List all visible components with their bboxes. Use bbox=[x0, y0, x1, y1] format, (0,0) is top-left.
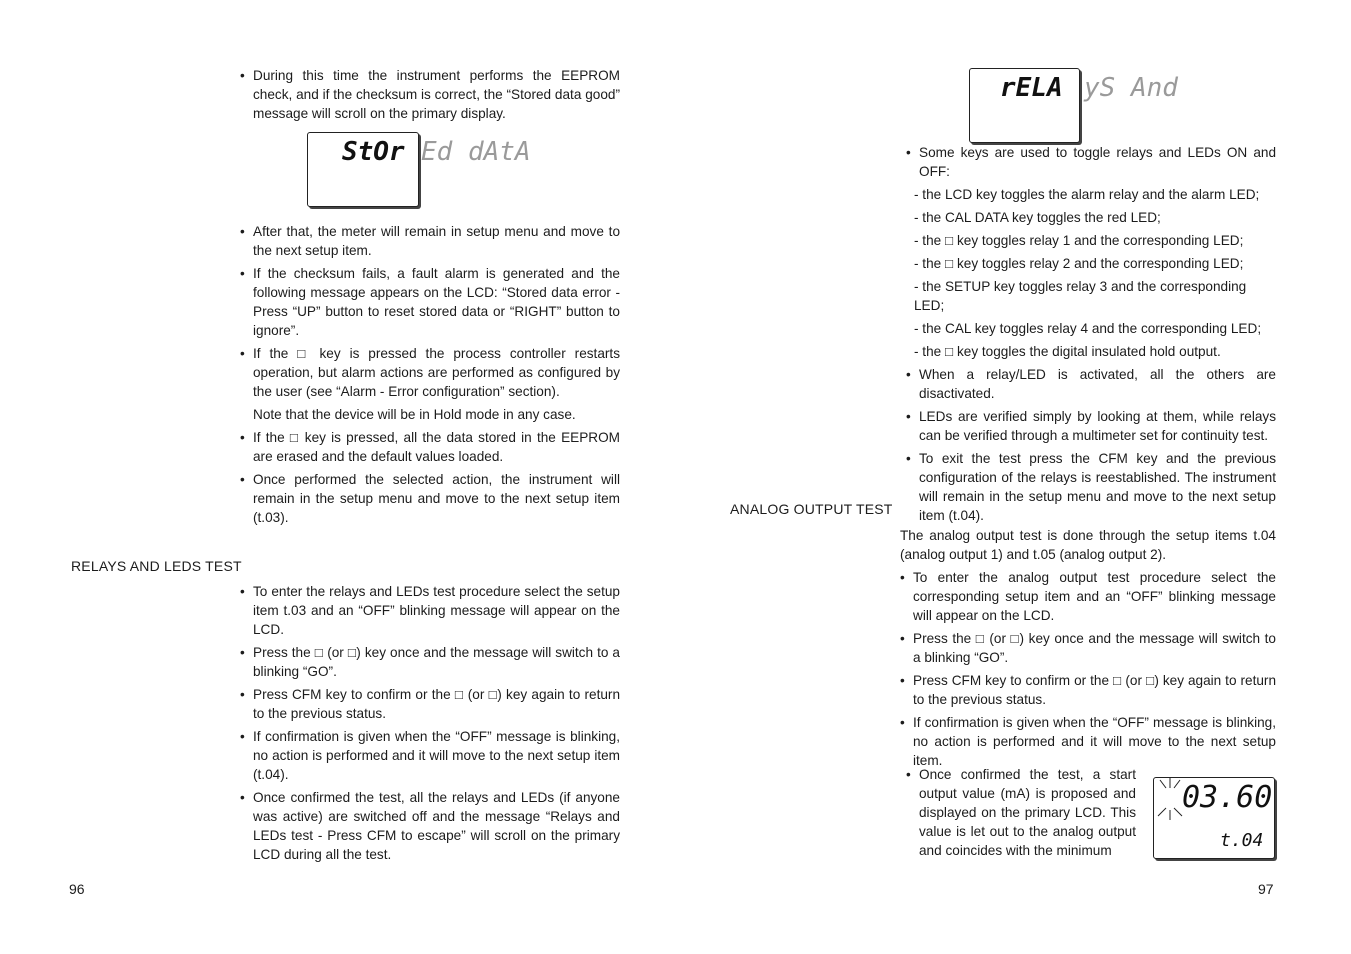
analog-section bbox=[900, 526, 1276, 774]
intro-bullet: • During this time the instrument performs the EEPROM check, and if the checksum is correct, the “Stored data good” message will scroll on the primary display. bbox=[240, 66, 620, 123]
right-page bbox=[676, 0, 1351, 954]
page-number-left: 96 bbox=[69, 881, 85, 897]
analog-bullet: • Press the □ (or □) key once and the message will switch to a blinking “GO”. bbox=[900, 629, 1276, 667]
analog-last-section bbox=[906, 765, 1136, 864]
lcd-unlit-text: Ed dAtA bbox=[421, 137, 531, 167]
checksum-section bbox=[240, 222, 620, 531]
toggle-item: - the □ key toggles relay 1 and the corresponding LED; bbox=[914, 233, 1244, 248]
relay-bullet: • Press the □ (or □) key once and the message will switch to a blinking “GO”. bbox=[240, 643, 620, 681]
relay-bullet: • Once confirmed the test, all the relays and LEDs (if anyone was active) are switched off and the message “Relays and LEDs test - Press CFM to escape” will scroll on the primary LCD during all the test. bbox=[240, 788, 620, 864]
toggle-bullet: • When a relay/LED is activated, all the others are disactivated. bbox=[906, 365, 1276, 403]
lcd-display-relays bbox=[969, 68, 1178, 143]
lcd-lit-text: StOr bbox=[342, 137, 405, 167]
toggle-bullet: • LEDs are verified simply by looking at them, while relays can be verified through a multimeter set for continuity test. bbox=[906, 407, 1276, 445]
toggle-item: - the SETUP key toggles relay 3 and the corresponding LED; bbox=[914, 279, 1247, 313]
checksum-bullet: • If the □ key is pressed the process controller restarts operation, but alarm actions are performed as configured by the user (see “Alarm - Error configuration” section). bbox=[240, 344, 620, 401]
intro-section bbox=[240, 66, 620, 127]
relay-bullet: • Press CFM key to confirm or the □ (or □) key again to return to the previous status. bbox=[240, 685, 620, 723]
toggle-item: - the CAL DATA key toggles the red LED; bbox=[914, 210, 1161, 225]
checksum-bullet: • If the checksum fails, a fault alarm is generated and the following message appears on the LCD: “Stored data error - Press “UP” button to reset stored data or “RIGHT” button to ignore”. bbox=[240, 264, 620, 340]
checksum-bullet: • If the □ key is pressed, all the data stored in the EEPROM are erased and the default values loaded. bbox=[240, 428, 620, 466]
toggle-item: - the □ key toggles the digital insulated hold output. bbox=[914, 344, 1221, 359]
checksum-bullet: • After that, the meter will remain in setup menu and move to the next setup item. bbox=[240, 222, 620, 260]
relay-bullet: • If confirmation is given when the “OFF” message is blinking, no action is performed and it will move to the next setup item (t.04). bbox=[240, 727, 620, 784]
lcd-display-analog bbox=[1153, 777, 1275, 859]
section-heading-analog: ANALOG OUTPUT TEST bbox=[730, 501, 893, 517]
analog-bullet: • To enter the analog output test procedure select the corresponding setup item and an “OFF” blinking message will appear on the LCD. bbox=[900, 568, 1276, 625]
left-page bbox=[0, 0, 675, 954]
section-heading-relays: RELAYS AND LEDS TEST bbox=[71, 558, 242, 574]
page-number-right: 97 bbox=[1258, 881, 1274, 897]
toggle-item: - the □ key toggles relay 2 and the corresponding LED; bbox=[914, 256, 1244, 271]
lcd-setup-item: t.04 bbox=[1220, 830, 1264, 851]
lcd-display-stored-data bbox=[307, 132, 531, 207]
toggle-item: - the CAL key toggles relay 4 and the corresponding LED; bbox=[914, 321, 1262, 336]
hold-mode-note: Note that the device will be in Hold mode in any case. bbox=[253, 407, 576, 422]
analog-intro: The analog output test is done through the setup items t.04 (analog output 1) and t.05 (analog output 2). bbox=[900, 528, 1276, 562]
checksum-bullet: • Once performed the selected action, the instrument will remain in the setup menu and move to the next setup item (t.03). bbox=[240, 470, 620, 527]
toggle-bullet: • To exit the test press the CFM key and the previous configuration of the relays is reestablished. The instrument will remain in the setup menu and move to the next setup item (t.04). bbox=[906, 449, 1276, 525]
toggle-intro: • Some keys are used to toggle relays and LEDs ON and OFF: bbox=[906, 143, 1276, 181]
toggle-section bbox=[906, 143, 1276, 529]
lcd-unlit-text: yS And bbox=[1084, 73, 1178, 103]
relay-bullet: • To enter the relays and LEDs test procedure select the setup item t.03 and an “OFF” blinking message will appear on the LCD. bbox=[240, 582, 620, 639]
relays-section bbox=[240, 582, 620, 868]
toggle-item: - the LCD key toggles the alarm relay and the alarm LED; bbox=[914, 187, 1260, 202]
analog-bullet: • Press CFM key to confirm or the □ (or □) key again to return to the previous status. bbox=[900, 671, 1276, 709]
analog-bullet: • If confirmation is given when the “OFF” message is blinking, no action is performed and it will move to the next setup item. bbox=[900, 713, 1276, 770]
lcd-lit-text: rELA bbox=[1000, 73, 1063, 103]
lcd-main-value: 03.60 bbox=[1182, 780, 1273, 815]
analog-bullet: • Once confirmed the test, a start output value (mA) is proposed and displayed on the primary LCD. This value is let out to the analog output and coincides with the minimum bbox=[906, 765, 1136, 860]
